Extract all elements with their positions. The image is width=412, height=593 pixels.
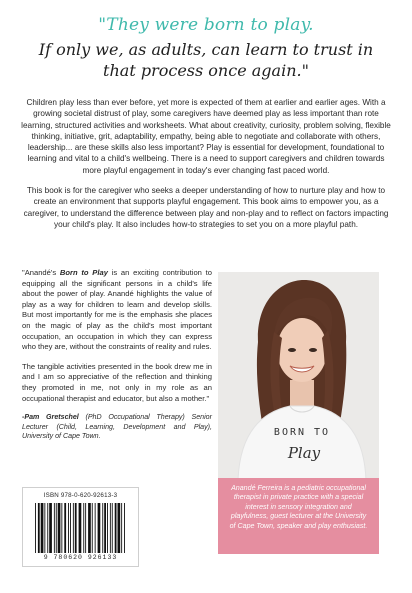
barcode-bar — [61, 503, 62, 553]
endorsement-text-rest: is an exciting contribution to equipping all the significant persons in a child's life about the power of play. Anandé highlights the value of play as a way for children to learn and develop skills. But most importantly for me is the emphasis she places on the magic of play as the child's most important occupation, an occupation in which they can express who they are, without the constraints of reality and rules. — [22, 268, 212, 352]
barcode-bar — [118, 503, 121, 553]
endorser-credentials: (PhD Occupational Therapy) Senior Lecturer (Child, Learning, Development and Play), University of Cape Town. — [22, 413, 212, 441]
barcode-bar — [121, 503, 122, 553]
barcode-bar — [68, 503, 69, 553]
barcode-bar — [54, 503, 55, 553]
endorsement-quote — [22, 268, 212, 451]
barcode-bar — [107, 503, 108, 553]
cover-quote — [0, 14, 412, 81]
quote-line-3: that process once again." — [103, 61, 309, 80]
shirt-text-line-2: Play — [287, 444, 321, 462]
book-blurb — [18, 97, 394, 239]
endorser-name: -Pam Gretschel — [22, 413, 79, 422]
barcode-bar — [73, 503, 74, 553]
barcode-bar — [79, 503, 82, 553]
barcode-bar — [38, 503, 40, 553]
barcode-bar — [102, 503, 103, 553]
barcode-number: 9 780620 926133 — [43, 554, 118, 561]
endorsement-text-start: "Anandé's — [22, 268, 60, 277]
barcode-bar — [70, 503, 71, 553]
author-portrait-illustration — [218, 272, 379, 480]
endorsement-paragraph-1 — [22, 268, 212, 353]
barcode-bar — [58, 503, 61, 553]
barcode-bar — [64, 503, 66, 553]
blurb-paragraph-1: Children play less than ever before, yet more is expected of them at earlier and earlier ages. With a growing societal distrust of play, some caregivers have deemed play as less important than rote learning, structured activities and worksheets. What about creativity, curiosity, problem solving, flexible thinking, initiative, grit, adaptability, empathy, being able to negotiate and collaborate with others, leadership... are these skills also less important? Play is essential for development, foundational to learning and vital to a child's wellbeing. There is a need to support caregivers and children towards more playful engagement in today's ever changing fast paced world. — [21, 98, 391, 175]
barcode-bar — [47, 503, 48, 553]
barcode-bar — [110, 503, 111, 553]
barcode-bar — [85, 503, 86, 553]
author-bio-text: Anandé Ferreira is a pediatric occupational therapist in private practice with a special interest in sensory integration and playfulness, guest lecturer at the University of Cape Town, speaker and play enthusiast. — [229, 484, 368, 530]
quote-line-2: If only we, as adults, can learn to trust in — [38, 40, 374, 59]
barcode-bar — [112, 503, 113, 553]
book-title-reference: Born to Play — [59, 268, 108, 277]
author-photo — [218, 272, 379, 480]
isbn-label: ISBN 978-0-620-92613-3 — [43, 492, 118, 499]
quote-line-1: "They were born to play. — [98, 15, 314, 35]
barcode-bar — [88, 503, 91, 553]
barcode-bars — [23, 501, 138, 555]
endorsement-paragraph-2: The tangible activities presented in the book drew me in and I am so appreciative of the reflection and thinking they promoted in me, not only in my role as an occupational therapist and educator, but also a mother." — [22, 361, 212, 403]
barcode-bar — [75, 503, 77, 553]
barcode-bar — [56, 503, 57, 553]
barcode-bar — [95, 503, 96, 553]
barcode-bar — [115, 503, 117, 553]
barcode-bar — [44, 503, 45, 553]
blurb-paragraph-2: This book is for the caregiver who seeks a deeper understanding of how to nurture play and how to create an environment that supports playful engagement. This book aims to empower you, as a caregiver, to understand the difference between play and non-play and to reflect on factors impacting your child's play. It also includes how-to strategies to set you on a more playful path. — [23, 186, 389, 229]
barcode-bar — [98, 503, 101, 553]
shirt-text-line-1: BORN TO — [273, 427, 331, 438]
barcode-bar — [83, 503, 84, 553]
barcode-bar — [92, 503, 93, 553]
barcode-bar — [124, 503, 125, 553]
barcode-bar — [49, 503, 52, 553]
barcode-bar — [35, 503, 36, 553]
isbn-barcode — [22, 487, 139, 567]
barcode-bar — [41, 503, 44, 553]
barcode-bar — [104, 503, 106, 553]
author-bio-box — [218, 478, 379, 554]
endorsement-attribution — [22, 413, 212, 442]
